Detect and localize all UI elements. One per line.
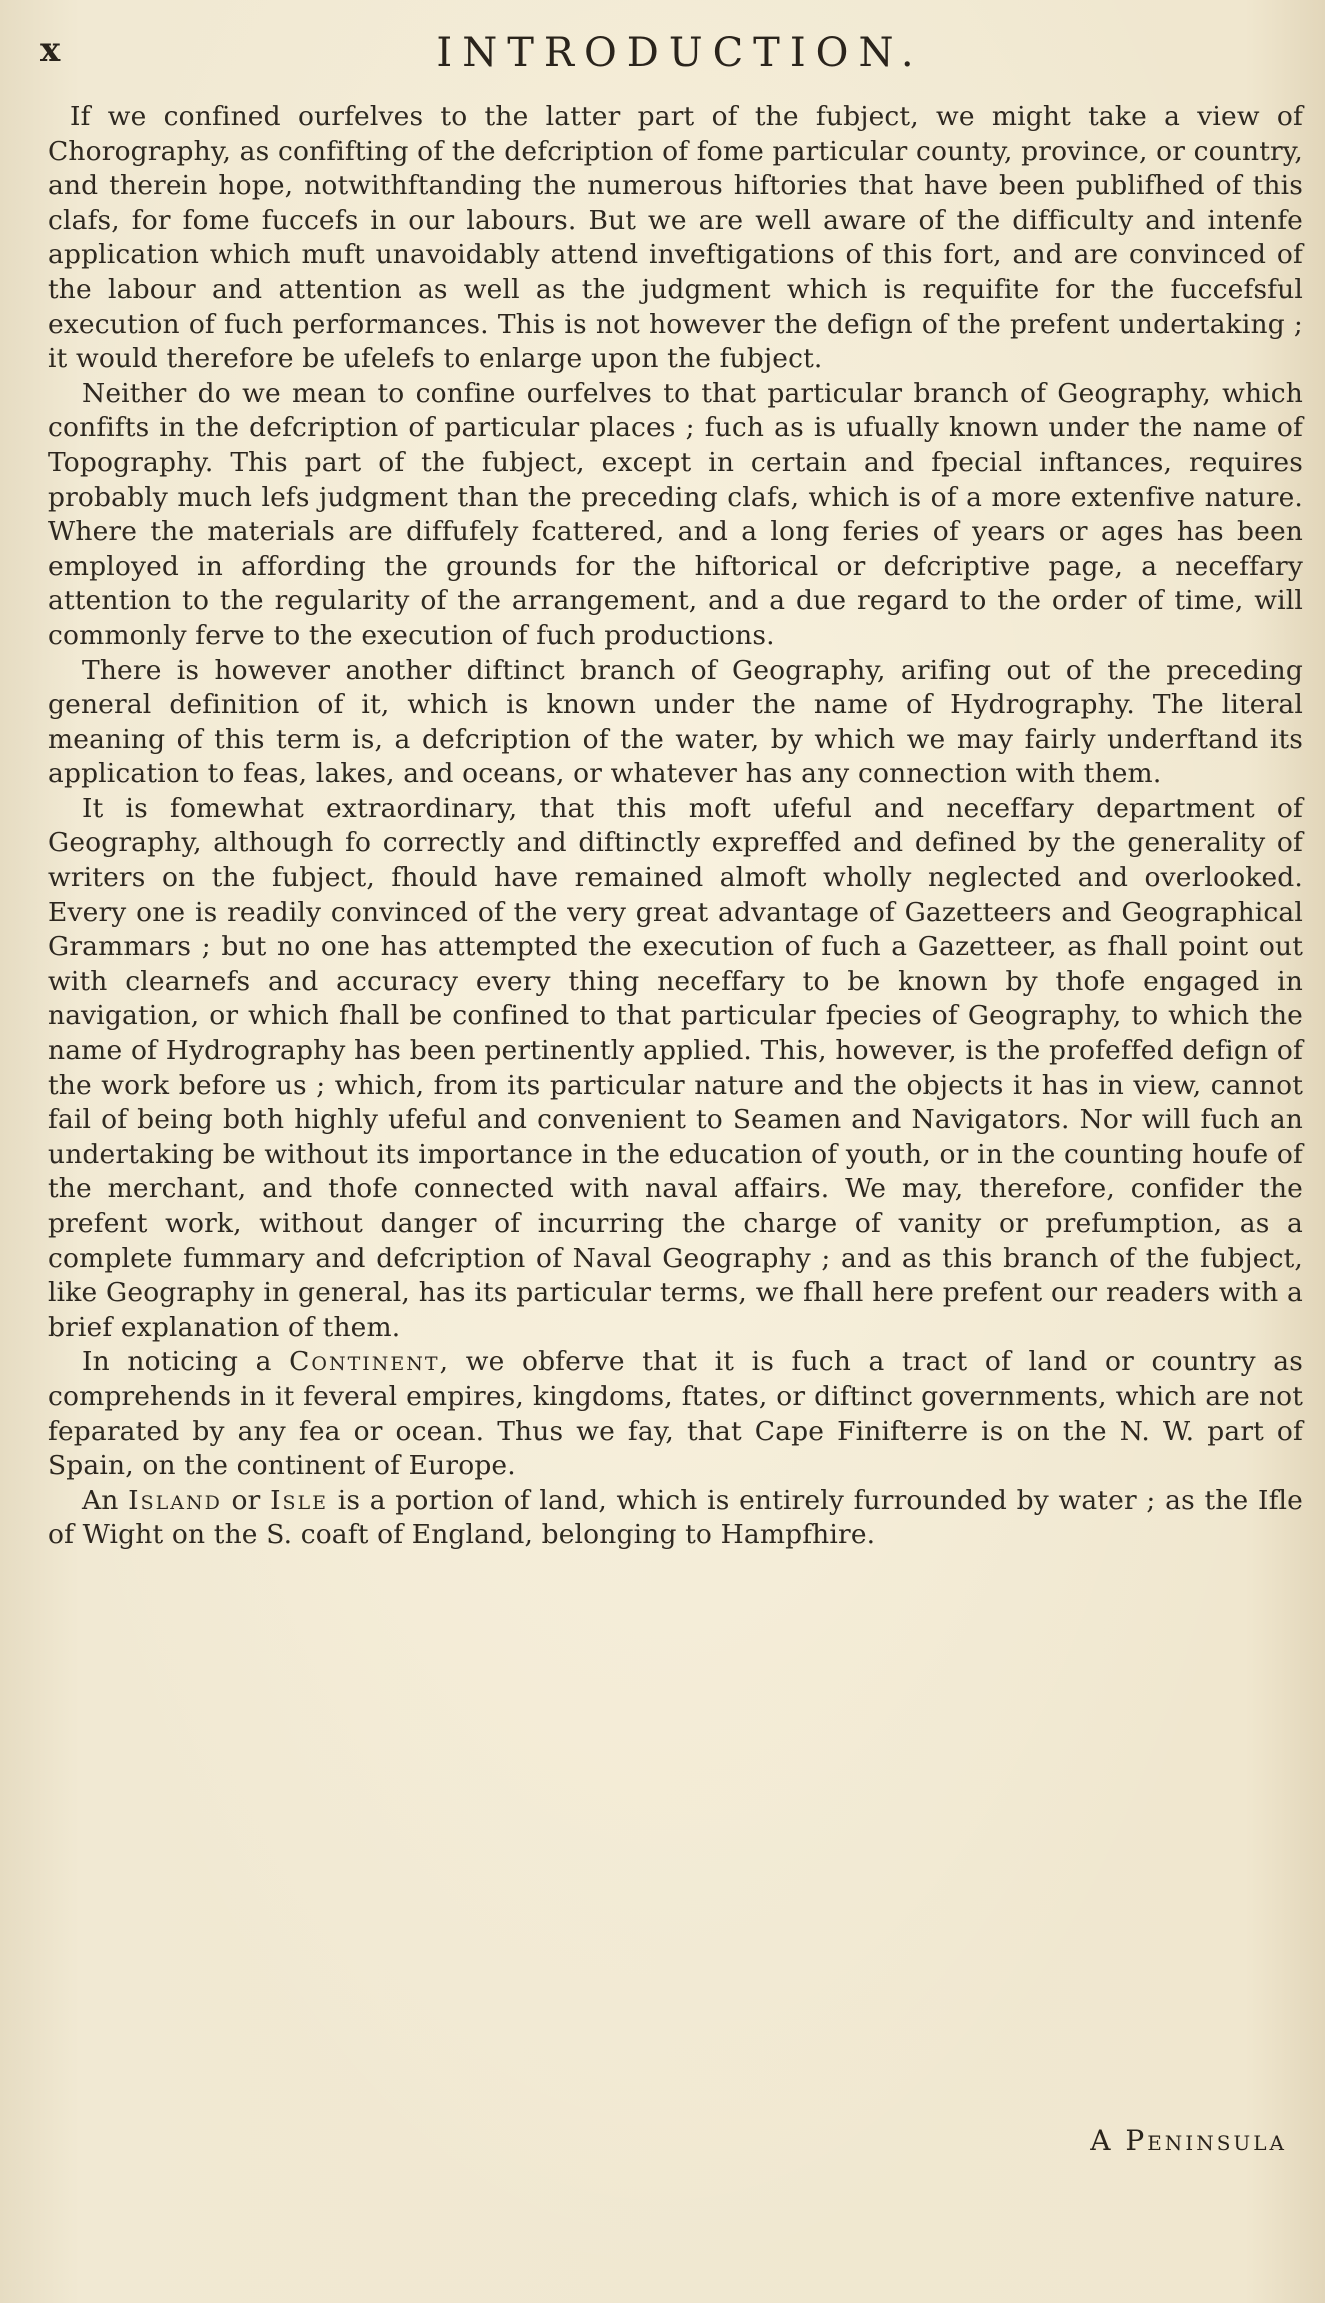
catchword: A Peninsula (1090, 2124, 1287, 2157)
island-connector: or (221, 1484, 271, 1516)
continent-definition: , we obferve that it is fuch a tract of land or country as comprehends in it feveral empires, kingdoms, ftates, or diftinct governments, which are not feparated by any fea or ocean. Thus we fay, that Cape Finifterre is on the N. W. part of Spain, on the continent of Europe. (48, 1346, 1303, 1482)
page-header (40, 30, 1320, 90)
running-head: INTRODUCTION. (436, 30, 924, 76)
paragraph-island (48, 1484, 1303, 1553)
paragraph-chorography: If we confined ourfelves to the latter part of the fubject, we might take a view of Chorography, as confifting of the defcription of fome particular county, province, or country, and therein hope, notwithftanding the numerous hiftories that have been publifhed of this clafs, for fome fuccefs in our labours. But we are well aware of the difficulty and intenfe application which muft unavoidably attend inveftigations of this fort, and are convinced of the labour and attention as well as the judgment which is requifite for the fuccefsful execution of fuch performances. This is not however the defign of the prefent undertaking ; it would therefore be ufelefs to enlarge upon the fubject. (48, 101, 1303, 375)
page-number: x (40, 30, 61, 70)
term-isle: Isle (270, 1484, 329, 1516)
paragraph-naval-geography: It is fomewhat extraordinary, that this moft ufeful and neceffary department of Geography, although fo correctly and diftinctly expreffed and defined by the generality of writers on the fubject, fhould have remained almoft wholly neglected and overlooked. Every one is readily convinced of the very great advantage of Gazetteers and Geographical Grammars ; but no one has attempted the execution of fuch a Gazetteer, as fhall point out with clearnefs and accuracy every thing neceffary to be known by thofe engaged in navigation, or which fhall be confined to that particular fpecies of Geography, to which the name of Hydrography has been pertinently applied. This, however, is the profeffed defign of the work before us ; which, from its particular nature and the objects it has in view, cannot fail of being both highly ufeful and convenient to Seamen and Navigators. Nor will fuch an undertaking be without its importance in the education of youth, or in the counting houfe of the merchant, and thofe connected with naval affairs. We may, therefore, confider the prefent work, without danger of incurring the charge of vanity or prefumption, as a complete fummary and defcription of Naval Geography ; and as this branch of the fubject, like Geography in general, has its particular terms, we fhall here prefent our readers with a brief explanation of them. (48, 792, 1303, 1343)
paragraph-hydrography: There is however another diftinct branch of Geography, arifing out of the preceding general definition of it, which is known under the name of Hydrography. The literal meaning of this term is, a defcription of the water, by which we may fairly underftand its application to feas, lakes, and oceans, or whatever has any connection with them. (48, 654, 1303, 790)
paragraph-continent (48, 1345, 1303, 1483)
paragraph-topography: Neither do we mean to confine ourfelves to that particular branch of Geography, which confifts in the defcription of particular places ; fuch as is ufually known under the name of Topography. This part of the fubject, except in certain and fpecial inftances, requires probably much lefs judgment than the preceding clafs, which is of a more extenfive nature. Where the materials are diffufely fcattered, and a long feries of years or ages has been employed in affording the grounds for the hiftorical or defcriptive page, a neceffary attention to the regularity of the arrangement, and a due regard to the order of time, will commonly ferve to the execution of fuch productions. (48, 377, 1303, 651)
body-text (48, 100, 1303, 1553)
continent-lead: In noticing a (82, 1346, 290, 1378)
term-island: Island (128, 1484, 222, 1516)
term-continent: Continent (289, 1346, 440, 1378)
island-definition: is a portion of land, which is entirely furrounded by water ; as the Ifle of Wight on the S. coaft of England, belonging to Hampfhire. (48, 1484, 1303, 1551)
island-lead: An (82, 1484, 129, 1516)
